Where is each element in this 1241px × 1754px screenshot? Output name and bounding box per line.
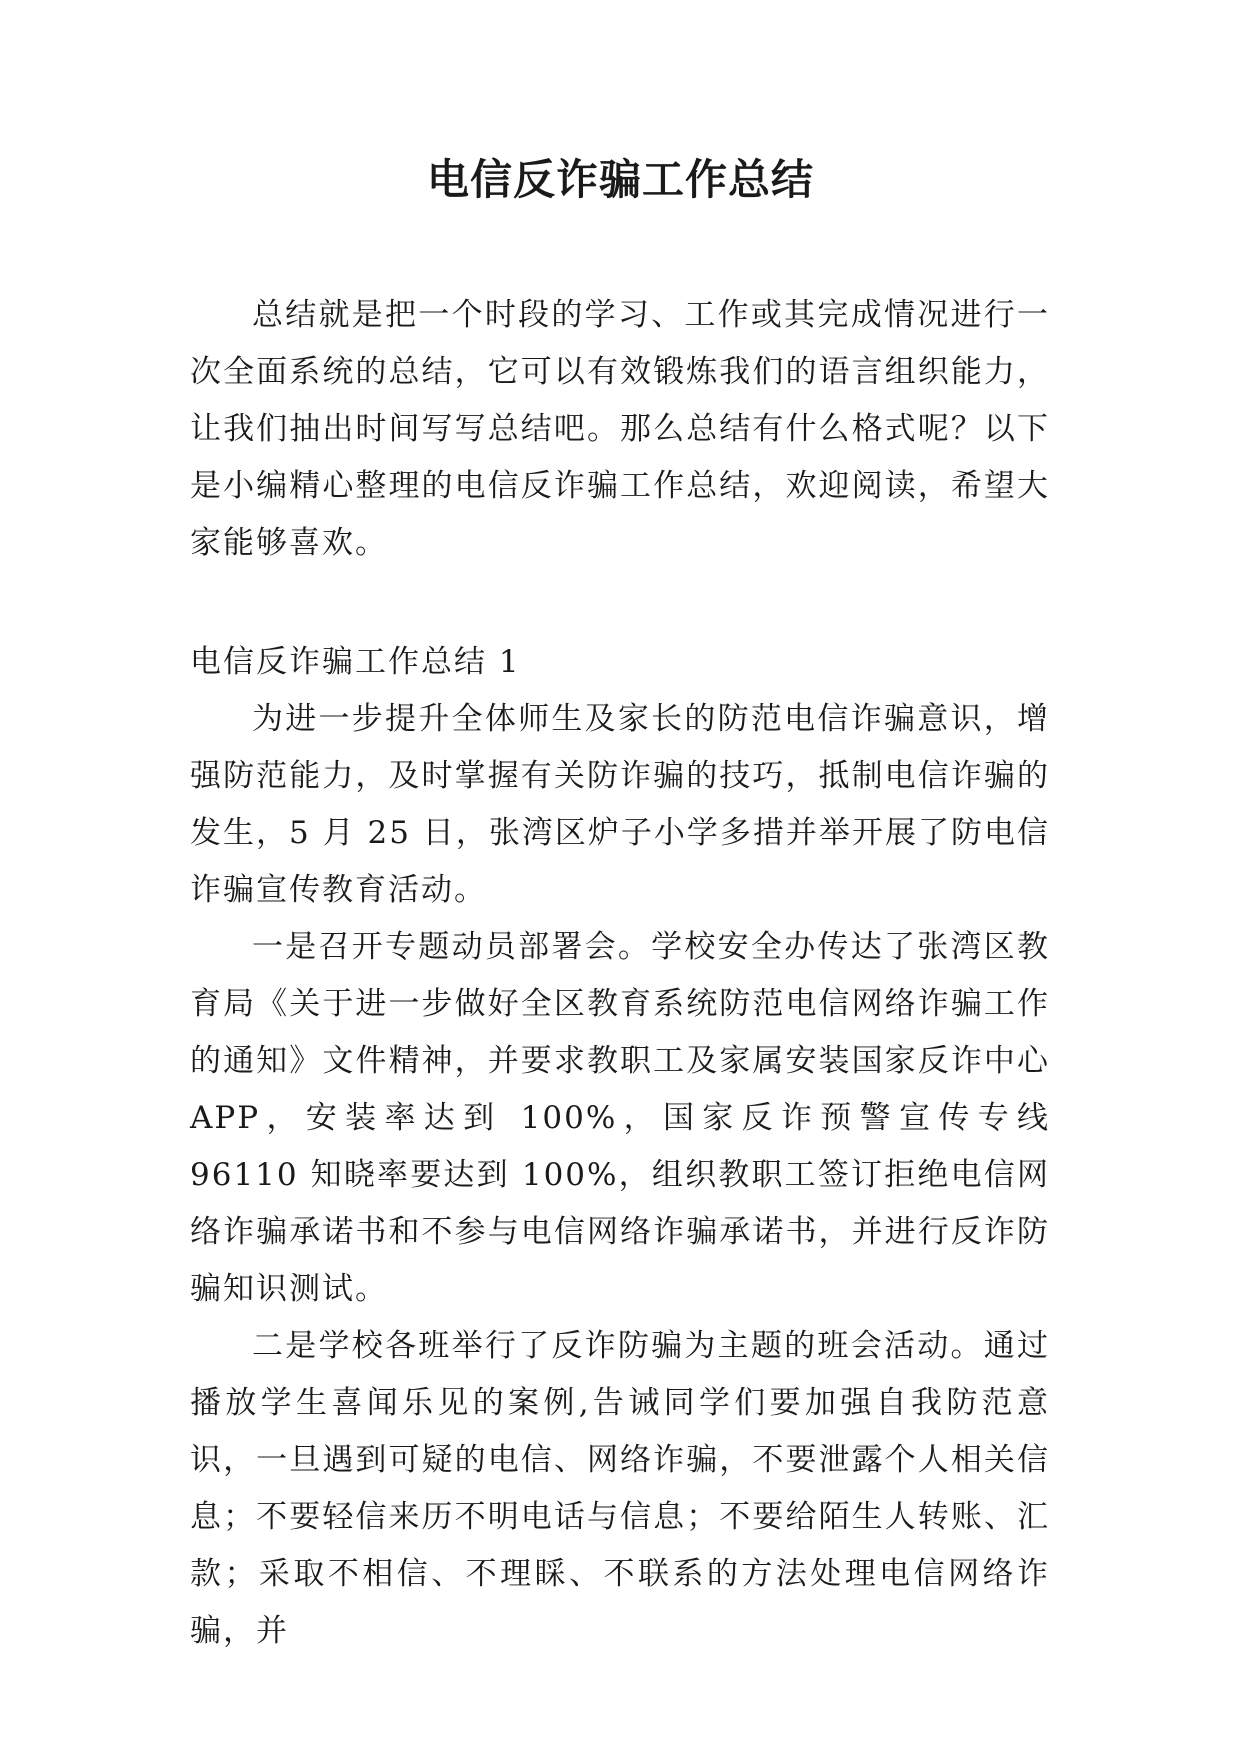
section-1-paragraph-2: 一是召开专题动员部署会。学校安全办传达了张湾区教育局《关于进一步做好全区教育系统防范电信网络诈骗工作的通知》文件精神，并要求教职工及家属安装国家反诈中心 APP，安装率达到 100%，国家反诈预警宣传专线 96110 知晓率要达到 100%，组织教职工签订拒绝电信网络诈骗承诺书和不参与电信网络诈骗承诺书，并进行反诈防骗知识测试。 bbox=[190, 929, 1050, 1307]
document-title: 电信反诈骗工作总结 bbox=[426, 155, 814, 204]
section-1-paragraph-3: 二是学校各班举行了反诈防骗为主题的班会活动。通过播放学生喜闻乐见的案例,告诫同学们要加强自我防范意识，一旦遇到可疑的电信、网络诈骗，不要泄露个人相关信息；不要轻信来历不明电话与信息；不要给陌生人转账、汇款；采取不相信、不理睬、不联系的方法处理电信网络诈骗，并 bbox=[190, 1328, 1050, 1649]
intro-paragraph: 总结就是把一个时段的学习、工作或其完成情况进行一次全面系统的总结，它可以有效锻炼我们的语言组织能力，让我们抽出时间写写总结吧。那么总结有什么格式呢？以下是小编精心整理的电信反诈骗工作总结，欢迎阅读，希望大家能够喜欢。 bbox=[190, 297, 1050, 561]
section-1 bbox=[190, 634, 1050, 1660]
intro-block bbox=[190, 287, 1050, 572]
section-1-heading: 电信反诈骗工作总结 1 bbox=[190, 644, 521, 680]
section-1-paragraph-1: 为进一步提升全体师生及家长的防范电信诈骗意识，增强防范能力，及时掌握有关防诈骗的技巧，抵制电信诈骗的发生，5 月 25 日，张湾区炉子小学多措并举开展了防电信诈骗宣传教育活动。 bbox=[190, 701, 1050, 908]
